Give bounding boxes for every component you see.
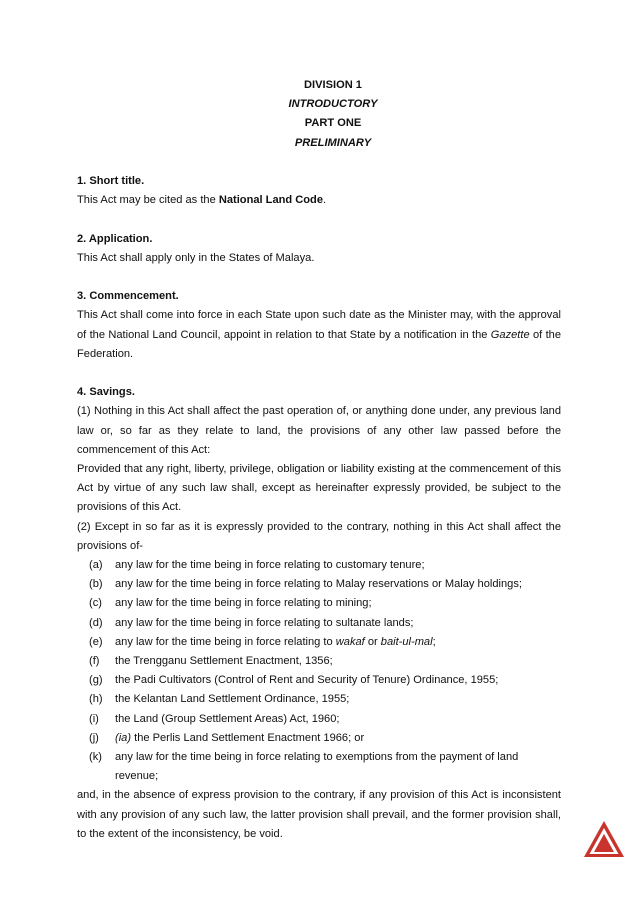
item-text: any law for the time being in force relating to mining; bbox=[115, 597, 372, 610]
item-label: (b) bbox=[89, 578, 103, 591]
item-label: (c) bbox=[89, 597, 102, 610]
section-title: 1. Short title. bbox=[77, 175, 145, 187]
act-name: National Land Code bbox=[218, 194, 323, 207]
list-item bbox=[77, 633, 561, 652]
item-text: any law for the time being in force relating to Malay reservations or Malay holdings; bbox=[115, 578, 522, 591]
subsection-2: (2) Except in so far as it is expressly provided to the contrary, nothing in this Act shall affect the provisions of- bbox=[77, 520, 561, 552]
list-item bbox=[77, 575, 561, 594]
section-short-title bbox=[77, 172, 561, 210]
item-text: any law for the time being in force relating to bbox=[115, 635, 336, 648]
savings-list bbox=[77, 556, 561, 786]
item-label: (d) bbox=[89, 616, 103, 629]
gazette-italic: Gazette bbox=[490, 328, 530, 341]
item-label: (k) bbox=[89, 751, 102, 764]
section-savings bbox=[77, 383, 561, 844]
closing-paragraph: and, in the absence of express provision to the contrary, if any provision of this Act is inconsistent with any provision of any such law, the latter provision shall prevail, and the former provision shall, to the extent of the inconsistency, be void. bbox=[77, 789, 561, 840]
subsection-1: (1) Nothing in this Act shall affect the past operation of, or anything done under, any previous land law or, so far as they relate to land, the provisions of any other law passed before the commencement of this Act: bbox=[77, 405, 561, 456]
bait-ul-mal-italic: bait-ul-mal bbox=[380, 635, 433, 648]
item-label: (f) bbox=[89, 655, 100, 668]
list-item bbox=[77, 710, 561, 729]
section-title: 2. Application. bbox=[77, 232, 153, 245]
section-title: 4. Savings. bbox=[77, 386, 135, 399]
introductory-title: INTRODUCTORY bbox=[288, 98, 378, 111]
body-text: This Act may be cited as the bbox=[77, 194, 219, 207]
document-heading bbox=[77, 76, 561, 153]
item-text-end: ; bbox=[432, 635, 436, 648]
list-item bbox=[77, 748, 561, 786]
list-item bbox=[77, 614, 561, 633]
section-body bbox=[77, 306, 561, 364]
item-text: any law for the time being in force relating to sultanate lands; bbox=[115, 616, 414, 629]
item-label: (e) bbox=[89, 635, 103, 648]
item-text: the Land (Group Settlement Areas) Act, 1960; bbox=[115, 712, 340, 725]
list-item bbox=[77, 652, 561, 671]
list-item bbox=[77, 671, 561, 690]
wakaf-italic: wakaf bbox=[335, 635, 365, 648]
ia-italic: (ia) bbox=[115, 731, 132, 744]
proviso: Provided that any right, liberty, privilege, obligation or liability existing at the commencement of this Act by virtue of any such law shall, except as hereinafter expressly provided, be subject to the provisions of this Act. bbox=[77, 463, 561, 514]
section-body: This Act shall apply only in the States of Malaya. bbox=[77, 251, 315, 264]
triangle-logo-icon bbox=[583, 820, 625, 858]
division-title: DIVISION 1 bbox=[304, 79, 362, 91]
list-item bbox=[77, 594, 561, 613]
part-title: PART ONE bbox=[304, 117, 362, 130]
item-label: (h) bbox=[89, 693, 103, 706]
item-label: (g) bbox=[89, 674, 103, 687]
list-item bbox=[77, 729, 561, 748]
document-page bbox=[77, 76, 561, 844]
item-text: the Trengganu Settlement Enactment, 1356; bbox=[115, 655, 333, 668]
item-label: (i) bbox=[89, 712, 99, 725]
section-commencement bbox=[77, 287, 561, 364]
section-title: 3. Commencement. bbox=[77, 290, 179, 303]
item-text-or: or bbox=[364, 635, 381, 648]
body-text-end: . bbox=[323, 194, 327, 207]
item-text: the Perlis Land Settlement Enactment 1966; or bbox=[131, 731, 365, 744]
section-application bbox=[77, 230, 561, 268]
item-text: any law for the time being in force relating to exemptions from the payment of land revenue; bbox=[115, 751, 519, 783]
list-item bbox=[77, 556, 561, 575]
body-text: This Act shall come into force in each State upon such date as the Minister may, with the approval of the National Land Council, appoint in relation to that State by a notification in the bbox=[77, 309, 561, 341]
list-item bbox=[77, 690, 561, 709]
item-text: the Padi Cultivators (Control of Rent and Security of Tenure) Ordinance, 1955; bbox=[115, 674, 499, 687]
body-text-end: of the Federation. bbox=[77, 328, 561, 360]
item-text: the Kelantan Land Settlement Ordinance, 1955; bbox=[115, 693, 350, 706]
preliminary-title: PRELIMINARY bbox=[294, 136, 372, 149]
item-text: any law for the time being in force relating to customary tenure; bbox=[115, 559, 425, 572]
item-label: (j) bbox=[89, 731, 99, 744]
section-body bbox=[77, 191, 561, 210]
item-label: (a) bbox=[89, 559, 103, 572]
